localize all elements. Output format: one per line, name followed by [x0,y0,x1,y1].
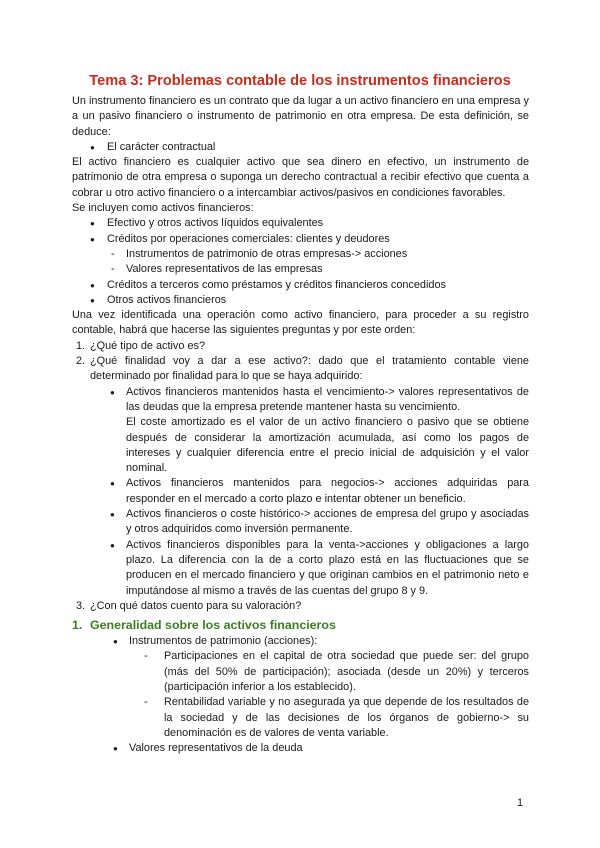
page-title: Tema 3: Problemas contable de los instrumentos financieros [89,73,511,89]
list-item: ● Instrumentos de patrimonio (acciones): [72,634,529,649]
list-item: ● El carácter contractual [72,140,529,155]
numbered-item: 2. ¿Qué finalidad voy a dar a ese activo?: dado que el tratamiento contable viene determinado por finalidad para lo que se haya adquirido: [76,355,529,383]
bullet-icon: ● [110,540,115,550]
numbered-item: 3. ¿Con qué datos cuento para su valoración? [76,599,302,612]
dash-icon: - [111,247,115,260]
sub-list-item: - Instrumentos de patrimonio de otras empresas-> acciones [72,247,529,262]
numbered-item: 1. ¿Qué tipo de activo es? [76,339,206,352]
sub-list-item: - Valores representativos de las empresas [72,262,529,277]
finalidad-item: ● Activos financieros mantenidos para negocios-> acciones adquiridas para responder en el mercado a corto plazo e intentar obtener un beneficio. [110,477,529,505]
bullet-icon: ● [110,479,115,489]
list-item: ● Efectivo y otros activos líquidos equivalentes [72,216,529,231]
list-item: ● Créditos por operaciones comerciales: clientes y deudores [72,232,529,247]
bullet-icon: ● [90,280,95,290]
section-heading: 1. Generalidad sobre los activos financieros [72,618,336,633]
list-item: ● Valores representativos de la deuda [72,741,529,756]
bullet-icon: ● [90,234,95,244]
registro-paragraph: Una vez identificada una operación como activo financiero, para proceder a su registro contable, habrá que hacerse las siguientes preguntas y por este orden: [72,309,529,337]
sub-list-item: - Rentabilidad variable y no asegurada ya que depende de los resultados de la sociedad y de las decisiones de los órganos de gobierno-> su denominación es de valores de venta variable. [144,696,529,739]
list-item: ● Otros activos financieros [72,293,529,308]
finalidad-item: ● Activos financieros disponibles para la venta->acciones y obligaciones a largo plazo. La diferencia con la de a corto plazo está en las fluctuaciones que se producen en el mercado financiero y que originan cambios en el patrimonio neto e imputándose al mismo a través de las cuentas del grupo 8 y 9. [110,538,529,597]
bullet-icon: ● [90,142,95,152]
bullet-icon: ● [113,637,118,647]
finalidad-item: ● Activos financieros o coste histórico-> acciones de empresa del grupo y asociadas y otros adquiridos como inversión permanente. [110,508,529,536]
dash-icon: - [111,263,115,276]
bullet-icon: ● [110,387,115,397]
activo-definition: El activo financiero es cualquier activo que sea dinero en efectivo, un instrumento de patrimonio de otra empresa o suponga un derecho contractual a recibir efectivo que cuenta a cobrar u otro activo financiero o a intercambiar activos/pasivos en condiciones favorables. [72,156,529,199]
bullet-icon: ● [90,219,95,229]
page-number: 1 [517,797,524,809]
list-item: ● Créditos a terceros como préstamos y créditos financieros concedidos [72,278,529,293]
bullet-icon: ● [90,295,95,305]
incluyen-heading: Se incluyen como activos financieros: [72,202,254,215]
sub-list-item: - Participaciones en el capital de otra sociedad que puede ser: del grupo (más del 50% de participación); asociada (desde un 20%) y terceros (participación inferior a los establecido). [144,650,529,693]
bullet-icon: ● [113,744,118,754]
document-body [72,94,529,756]
dash-icon: - [144,650,148,663]
finalidad-item: ● Activos financieros mantenidos hasta el vencimiento-> valores representativos de las deudas que la empresa pretende mantener hasta su vencimiento. [110,385,529,413]
bullet-icon: ● [110,510,115,520]
dash-icon: - [144,696,148,709]
coste-amortizado-note: El coste amortizado es el valor de un activo financiero o pasivo que se obtiene después de considerar la amortización acumulada, así como los pagos de intereses y cualquier diferencia entre el precio inicial de adquisición y el valor nominal. [126,416,529,475]
intro-paragraph: Un instrumento financiero es un contrato que da lugar a un activo financiero en una empresa y a un pasivo financiero o instrumento de patrimonio en otra empresa. De esta definición, se deduce: [72,95,529,138]
